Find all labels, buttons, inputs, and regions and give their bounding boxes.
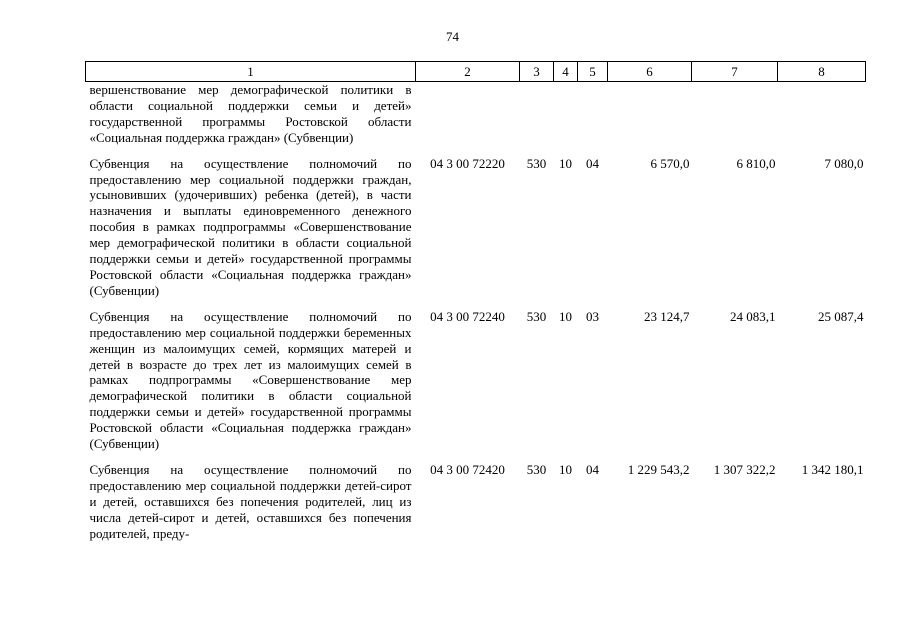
row-expense-type: 530 — [526, 308, 547, 324]
header-col-1: 1 — [86, 62, 416, 82]
row-amount-col6: 6 570,0 — [650, 155, 690, 171]
row-amount-col7: 6 810,0 — [736, 155, 776, 171]
header-col-6: 6 — [608, 62, 692, 82]
row-amount-col7 — [692, 82, 778, 156]
table-row — [86, 309, 866, 462]
row-target-code: 04 3 00 72420 — [430, 461, 505, 477]
header-col-3: 3 — [520, 62, 554, 82]
row-amount-col6: 1 229 543,2 — [627, 461, 690, 477]
row-amount-col6: 23 124,7 — [644, 308, 690, 324]
row-target-code — [416, 82, 520, 156]
table-row — [86, 82, 866, 156]
budget-table — [85, 61, 866, 551]
row-subsection: 04 — [586, 461, 599, 477]
header-col-8: 8 — [778, 62, 866, 82]
row-amount-col7: 1 307 322,2 — [713, 461, 776, 477]
row-target-code: 04 3 00 72220 — [430, 155, 505, 171]
header-col-7: 7 — [692, 62, 778, 82]
table-row — [86, 462, 866, 552]
header-col-2: 2 — [416, 62, 520, 82]
row-description: Субвенция на осуществление полномочий по предоставлению мер социальной поддержки детей-сирот и детей, оставшихся без попечения родителей, лиц из числа детей-сирот и детей, оставшихся без попечения родителей, преду- — [89, 461, 412, 541]
row-subsection — [578, 82, 608, 156]
row-amount-col6 — [608, 82, 692, 156]
row-section: 10 — [559, 308, 572, 324]
table-row — [86, 156, 866, 309]
row-section — [554, 82, 578, 156]
row-description: вершенствование мер демографической политики в области социальной поддержки семьи и детей» государственной программы Ростовской области «Социальная поддержка граждан» (Субвенции) — [89, 82, 412, 145]
row-expense-type: 530 — [526, 461, 547, 477]
row-amount-col7: 24 083,1 — [730, 308, 776, 324]
header-col-4: 4 — [554, 62, 578, 82]
page-number: 74 — [446, 29, 459, 44]
row-amount-col8: 1 342 180,1 — [801, 461, 864, 477]
row-amount-col8: 7 080,0 — [824, 155, 864, 171]
row-target-code: 04 3 00 72240 — [430, 308, 505, 324]
header-col-5: 5 — [578, 62, 608, 82]
row-expense-type: 530 — [526, 155, 547, 171]
row-description: Субвенция на осуществление полномочий по предоставлению мер социальной поддержки беременных женщин из малоимущих семей, кормящих матерей и детей в возрасте до трех лет из малоимущих семей в рамках подпрограммы «Совершенствование мер демографической политики в области социальной поддержки семьи и детей» государственной программы Ростовской области «Социальная поддержка граждан» (Субвенции) — [89, 308, 412, 452]
row-section: 10 — [559, 461, 572, 477]
row-description: Субвенция на осуществление полномочий по предоставлению мер социальной поддержки граждан, усыновивших (удочеривших) ребенка (детей), в части назначения и выплаты единовременного денежного пособия в рамках подпрограммы «Совершенствование мер демографической политики в области социальной поддержки семьи и детей» государственной программы Ростовской области «Социальная поддержка граждан» (Субвенции) — [89, 155, 412, 298]
row-amount-col8: 25 087,4 — [818, 308, 864, 324]
row-section: 10 — [559, 155, 572, 171]
table-header-row — [86, 62, 866, 82]
row-expense-type — [520, 82, 554, 156]
row-subsection: 04 — [586, 155, 599, 171]
row-amount-col8 — [778, 82, 866, 156]
row-subsection: 03 — [586, 308, 599, 324]
